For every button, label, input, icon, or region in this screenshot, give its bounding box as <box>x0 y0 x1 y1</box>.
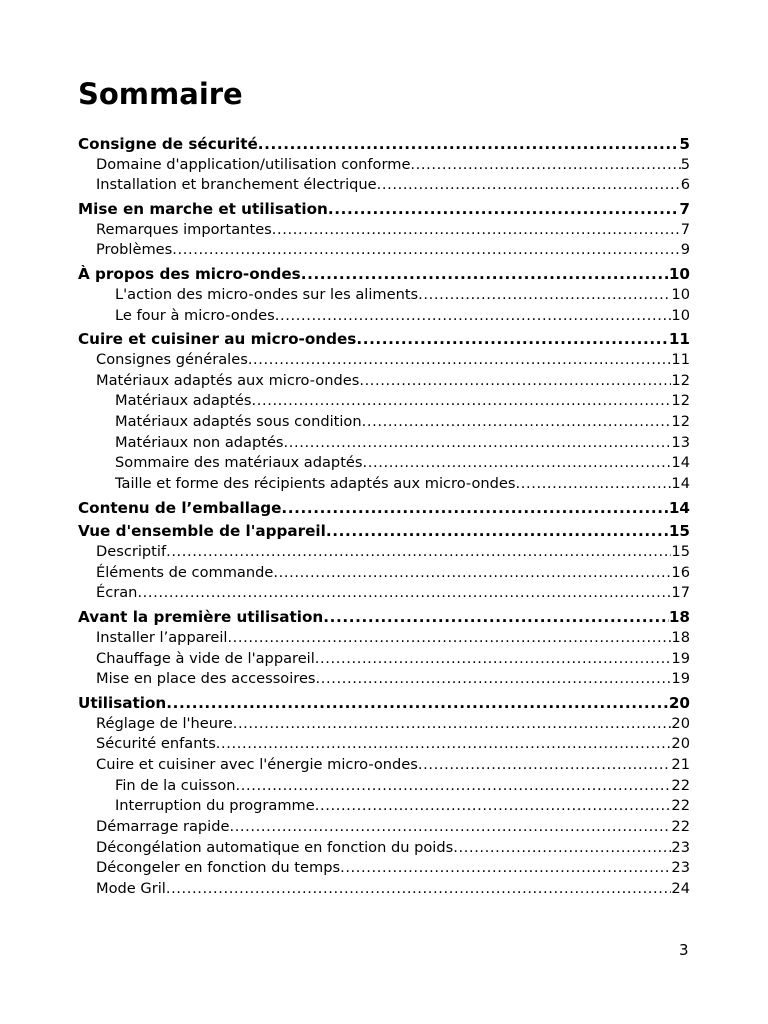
toc-dot-leader <box>166 542 671 563</box>
toc-entry-page: 5 <box>680 155 690 173</box>
toc-entry-page: 14 <box>671 454 690 472</box>
toc-entry-label: Matériaux adaptés aux micro-ondes <box>96 371 360 389</box>
toc-entry-page: 12 <box>671 412 690 430</box>
toc-subsection-entry[interactable] <box>78 628 690 649</box>
toc-dot-leader <box>326 521 669 542</box>
toc-section-entry[interactable] <box>78 264 690 285</box>
toc-dot-leader <box>281 498 668 519</box>
toc-entry-label: Problèmes <box>96 241 173 259</box>
toc-subsection-entry[interactable] <box>78 474 690 495</box>
toc-dot-leader <box>340 858 671 879</box>
toc-entry-page: 9 <box>680 241 690 259</box>
toc-dot-leader <box>272 220 681 241</box>
toc-dot-leader <box>251 391 671 412</box>
toc-entry-label: Utilisation <box>78 693 167 712</box>
toc-dot-leader <box>418 755 672 776</box>
toc-subsection-entry[interactable] <box>78 734 690 755</box>
toc-dot-leader <box>359 371 671 392</box>
toc-subsection-entry[interactable] <box>78 776 690 797</box>
toc-entry-page: 21 <box>671 755 690 773</box>
toc-entry-label: L'action des micro-ondes sur les aliments <box>115 285 419 303</box>
toc-subsection-entry[interactable] <box>78 563 690 584</box>
toc-entry-page: 16 <box>671 563 690 581</box>
toc-entry-page: 23 <box>671 859 690 877</box>
toc-subsection-entry[interactable] <box>78 714 690 735</box>
toc-entry-page: 14 <box>671 475 690 492</box>
toc-dot-leader <box>418 285 671 306</box>
toc-entry-label: Chauffage à vide de l'appareil <box>96 649 315 667</box>
toc-entry-label: Mise en marche et utilisation <box>78 200 328 219</box>
toc-dot-leader <box>315 649 672 670</box>
toc-entry-label: Vue d'ensemble de l'appareil <box>78 522 326 541</box>
toc-entry-label: Installer l’appareil <box>96 628 228 646</box>
toc-subsection-entry[interactable] <box>78 817 690 838</box>
toc-subsection-entry[interactable] <box>78 669 690 690</box>
toc-dot-leader <box>229 817 671 838</box>
toc-entry-page: 10 <box>671 285 690 303</box>
toc-subsection-entry[interactable] <box>78 220 690 241</box>
toc-subsection-entry[interactable] <box>78 542 690 563</box>
toc-dot-leader <box>137 583 671 604</box>
toc-entry-page: 24 <box>671 880 690 898</box>
toc-subsection-entry[interactable] <box>78 391 690 412</box>
toc-entry-label: Fin de la cuisson <box>115 776 236 794</box>
toc-dot-leader <box>323 607 669 628</box>
toc-dot-leader <box>410 155 680 176</box>
toc-entry-page: 12 <box>671 392 690 410</box>
toc-entry-page: 20 <box>671 714 690 732</box>
page-title: Sommaire <box>78 77 243 111</box>
toc-dot-leader <box>227 628 671 649</box>
toc-section-entry[interactable] <box>78 134 690 155</box>
toc-entry-page: 17 <box>671 584 690 602</box>
toc-entry-label: Mode Gril <box>96 880 166 898</box>
toc-dot-leader <box>362 412 672 433</box>
toc-entry-label: Écran <box>96 584 138 602</box>
toc-entry-page: 13 <box>671 433 690 451</box>
toc-entry-page: 7 <box>680 220 690 238</box>
toc-entry-page: 11 <box>668 330 690 349</box>
toc-entry-label: Contenu de l’emballage <box>78 498 282 517</box>
table-of-contents <box>78 134 690 900</box>
toc-subsection-entry[interactable] <box>78 350 690 371</box>
toc-entry-label: Domaine d'application/utilisation conforme <box>96 155 411 173</box>
toc-dot-leader <box>258 134 680 155</box>
toc-dot-leader <box>377 175 681 196</box>
toc-dot-leader <box>363 453 672 474</box>
toc-subsection-entry[interactable] <box>78 796 690 817</box>
toc-section-entry[interactable] <box>78 498 690 519</box>
toc-entry-page: 15 <box>668 522 690 541</box>
toc-subsection-entry[interactable] <box>78 453 690 474</box>
toc-subsection-entry[interactable] <box>78 649 690 670</box>
toc-dot-leader <box>248 350 672 371</box>
toc-dot-leader <box>356 329 669 350</box>
toc-entry-label: Cuire et cuisiner avec l'énergie micro-ondes <box>96 755 418 773</box>
toc-entry-page: 23 <box>671 838 690 856</box>
toc-entry-page: 14 <box>668 498 690 517</box>
toc-entry-page: 20 <box>671 735 690 753</box>
toc-dot-leader <box>315 796 672 817</box>
toc-section-entry[interactable] <box>78 607 690 628</box>
toc-subsection-entry[interactable] <box>78 433 690 454</box>
toc-entry-page: 12 <box>671 371 690 389</box>
toc-subsection-entry[interactable] <box>78 755 690 776</box>
toc-subsection-entry[interactable] <box>78 306 690 327</box>
toc-subsection-entry[interactable] <box>78 371 690 392</box>
toc-dot-leader <box>316 669 672 690</box>
toc-dot-leader <box>216 734 672 755</box>
toc-section-entry[interactable] <box>78 199 690 220</box>
toc-dot-leader <box>516 474 672 495</box>
toc-dot-leader <box>166 879 672 900</box>
toc-entry-page: 22 <box>671 797 690 815</box>
toc-dot-leader <box>453 838 671 859</box>
toc-subsection-entry[interactable] <box>78 879 690 900</box>
toc-entry-label: Mise en place des accessoires <box>96 670 316 688</box>
toc-entry-label: Descriptif <box>96 543 167 561</box>
toc-entry-label: Le four à micro-ondes <box>115 306 275 324</box>
toc-subsection-entry[interactable] <box>78 155 690 176</box>
toc-entry-page: 18 <box>668 608 690 627</box>
toc-dot-leader <box>301 264 669 285</box>
toc-dot-leader <box>328 199 680 220</box>
toc-entry-page: 22 <box>671 818 690 835</box>
toc-entry-label: Consignes générales <box>96 350 248 368</box>
toc-dot-leader <box>273 563 671 584</box>
toc-entry-page: 15 <box>671 543 690 561</box>
toc-entry-label: Matériaux adaptés sous condition <box>115 412 362 430</box>
toc-dot-leader <box>275 306 672 327</box>
toc-subsection-entry[interactable] <box>78 412 690 433</box>
toc-subsection-entry[interactable] <box>78 285 690 306</box>
page-number: 3 <box>679 941 689 959</box>
toc-dot-leader <box>233 714 672 735</box>
toc-subsection-entry[interactable] <box>78 858 690 879</box>
toc-entry-label: Remarques importantes <box>96 220 272 238</box>
toc-entry-label: Matériaux adaptés <box>115 392 252 410</box>
toc-entry-label: Décongeler en fonction du temps <box>96 859 341 877</box>
toc-subsection-entry[interactable] <box>78 583 690 604</box>
toc-entry-label: Décongélation automatique en fonction du poids <box>96 838 454 856</box>
toc-entry-page: 20 <box>668 693 690 712</box>
toc-entry-label: Consigne de sécurité <box>78 135 258 153</box>
toc-entry-label: Avant la première utilisation <box>78 608 324 627</box>
toc-entry-page: 6 <box>680 176 690 194</box>
toc-entry-label: Sécurité enfants <box>96 735 216 753</box>
toc-entry-label: Matériaux non adaptés <box>115 433 284 451</box>
toc-subsection-entry[interactable] <box>78 240 690 261</box>
toc-dot-leader <box>236 776 672 797</box>
toc-subsection-entry[interactable] <box>78 175 690 196</box>
toc-entry-page: 7 <box>679 200 690 219</box>
toc-entry-page: 10 <box>671 306 690 324</box>
toc-section-entry[interactable] <box>78 693 690 714</box>
toc-dot-leader <box>172 240 680 261</box>
toc-dot-leader <box>166 693 669 714</box>
toc-entry-label: Installation et branchement électrique <box>96 176 377 194</box>
toc-section-entry[interactable] <box>78 329 690 350</box>
toc-entry-page: 5 <box>679 135 690 153</box>
toc-entry-label: Réglage de l'heure <box>96 714 233 732</box>
toc-entry-page: 11 <box>671 350 690 368</box>
toc-entry-label: Sommaire des matériaux adaptés <box>115 454 363 472</box>
toc-entry-page: 22 <box>671 776 690 794</box>
toc-entry-label: Taille et forme des récipients adaptés aux micro-ondes <box>115 475 516 492</box>
toc-entry-label: Démarrage rapide <box>96 818 230 835</box>
toc-entry-label: Cuire et cuisiner au micro-ondes <box>78 330 357 349</box>
toc-entry-page: 19 <box>671 649 690 667</box>
toc-entry-page: 19 <box>671 670 690 688</box>
toc-section-entry[interactable] <box>78 521 690 542</box>
toc-entry-label: Interruption du programme <box>115 797 315 815</box>
toc-entry-label: À propos des micro-ondes <box>78 265 301 284</box>
toc-entry-page: 10 <box>668 265 690 284</box>
toc-entry-page: 18 <box>671 628 690 646</box>
toc-dot-leader <box>284 433 672 454</box>
toc-subsection-entry[interactable] <box>78 838 690 859</box>
toc-entry-label: Éléments de commande <box>96 563 274 581</box>
